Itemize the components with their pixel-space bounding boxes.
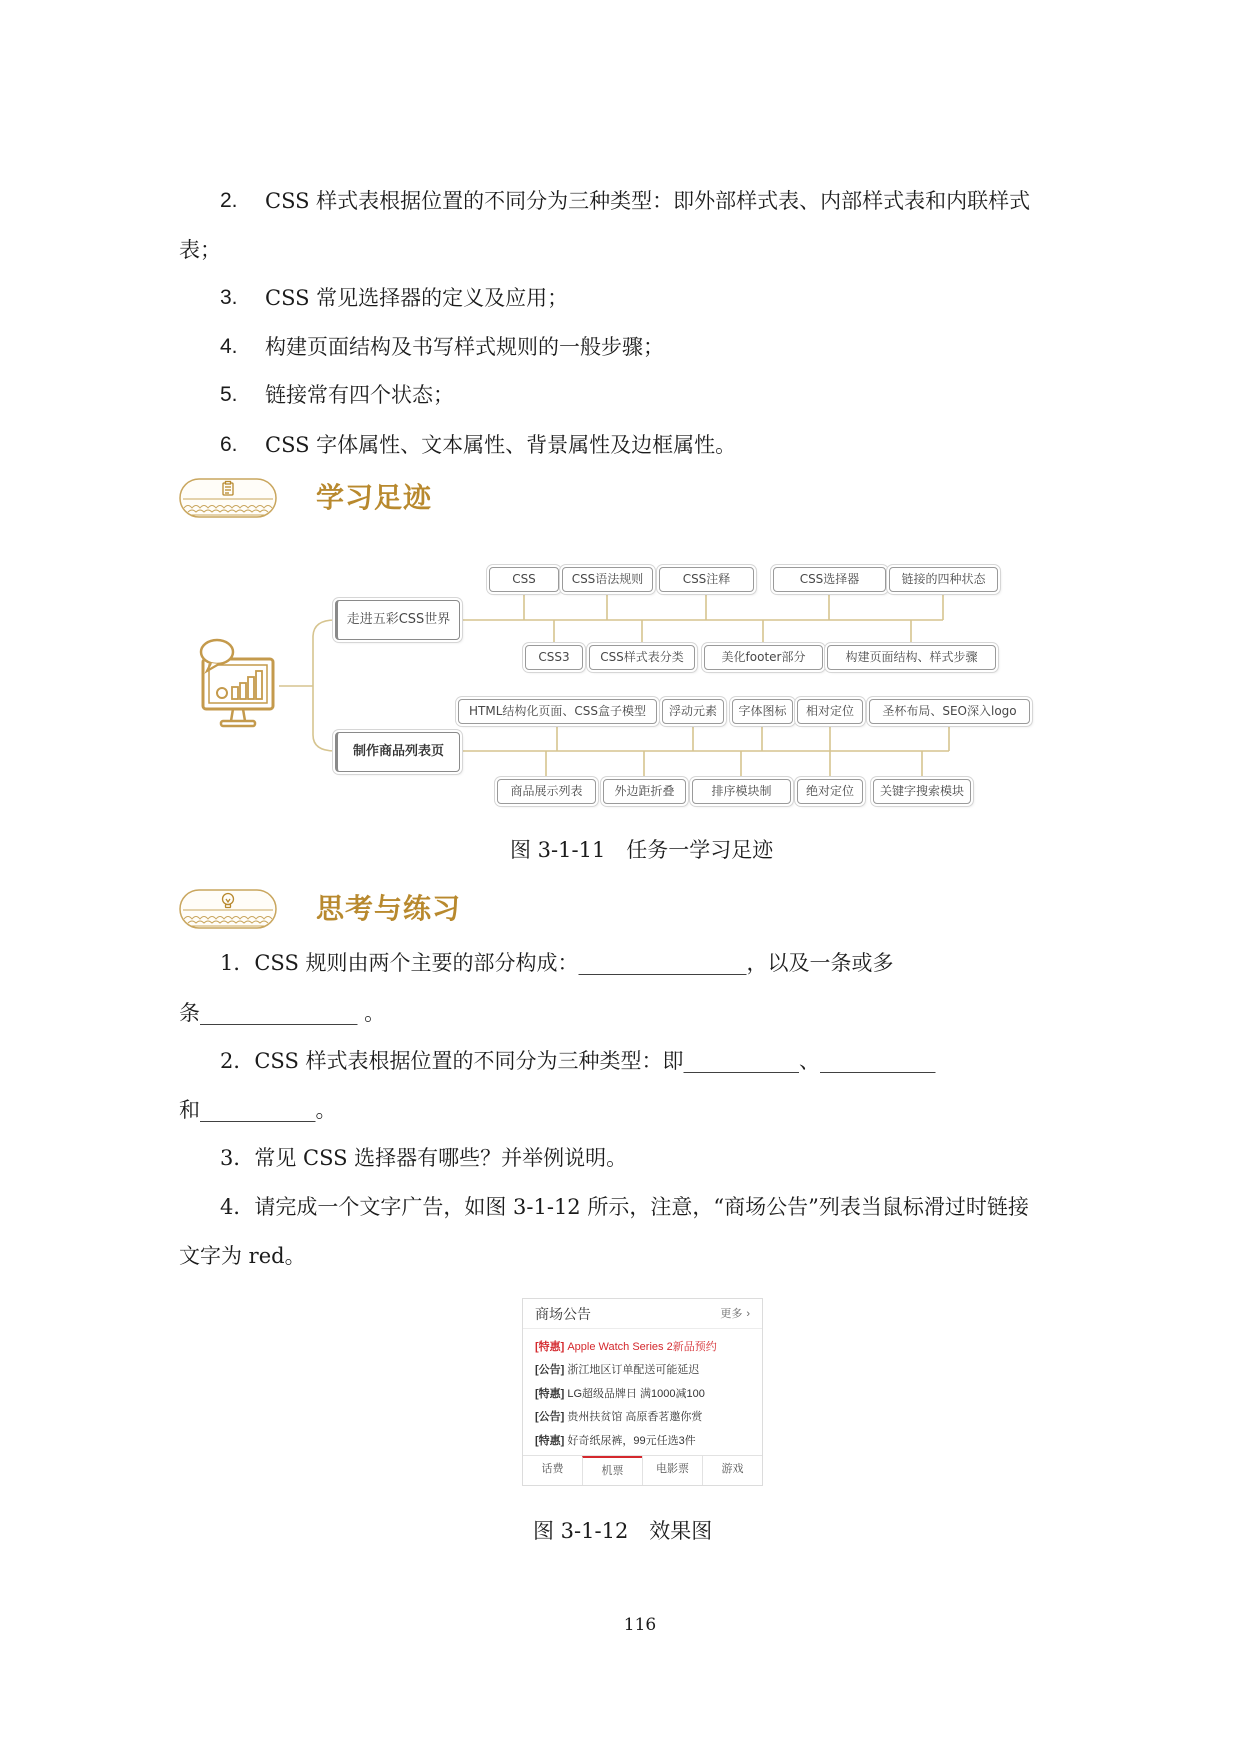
mindmap-leaf: 外边距折叠: [603, 779, 686, 804]
question-1-line-2: 条_______________ 。: [179, 1001, 386, 1025]
widget-list-item: [535, 1409, 702, 1425]
section-title-exercise: 思考与练习: [316, 892, 462, 925]
item-tag: [特惠]: [535, 1341, 565, 1353]
widget-more-link: [720, 1307, 750, 1321]
mindmap-leaf: 浮动元素: [662, 699, 724, 724]
list-item-text: CSS 常见选择器的定义及应用；: [265, 286, 569, 310]
figure-caption: 图 3-1-11 任务一学习足迹: [510, 838, 774, 862]
widget-list-item: [535, 1339, 717, 1355]
list-number: 4.: [220, 335, 238, 358]
tab-air-ticket: 机票: [582, 1456, 642, 1485]
widget-title: 商场公告: [535, 1306, 591, 1322]
mindmap-node-product-list: 制作商品列表页: [335, 732, 460, 772]
item-tag: [公告]: [535, 1364, 565, 1376]
widget-more-label: 更多: [720, 1308, 743, 1320]
list-item-text: CSS 字体属性、文本属性、背景属性及边框属性。: [265, 433, 737, 457]
mindmap-leaf: 绝对定位: [797, 779, 863, 804]
mindmap-leaf: 链接的四种状态: [889, 567, 998, 592]
mindmap-leaf: 字体图标: [732, 699, 793, 724]
question-2-line-2: 和___________。: [179, 1098, 337, 1122]
mindmap-leaf: 构建页面结构、样式步骤: [827, 645, 996, 670]
mindmap-leaf: 圣杯布局、SEO深入logo: [869, 699, 1030, 724]
item-tag: [特惠]: [535, 1435, 565, 1447]
mindmap-leaf: CSS3: [525, 645, 583, 670]
question-3: 3．常见 CSS 选择器有哪些？并举例说明。: [220, 1146, 628, 1170]
widget-list-item: [535, 1433, 696, 1449]
widget-tabs: [523, 1455, 762, 1485]
item-text: 贵州扶贫馆 高原香茗邀你赏: [567, 1411, 703, 1423]
tab-movie-ticket: 电影票: [642, 1456, 702, 1485]
list-number: 2.: [220, 189, 238, 212]
item-text: LG超级品牌日 满1000减100: [567, 1388, 705, 1400]
widget-header: [523, 1299, 762, 1329]
notice-widget-figure: [522, 1298, 763, 1486]
monitor-chart-icon: [195, 637, 279, 732]
clipboard-icon: [179, 478, 277, 518]
mindmap-leaf: 美化footer部分: [704, 645, 823, 670]
list-number: 5.: [220, 383, 238, 406]
tab-games: 游戏: [702, 1456, 762, 1485]
widget-list-item: [535, 1362, 699, 1378]
mindmap-leaf: CSS: [489, 567, 559, 592]
item-tag: [公告]: [535, 1411, 565, 1423]
item-text: Apple Watch Series 2新品预约: [567, 1341, 717, 1353]
list-number: 3.: [220, 286, 238, 309]
item-text: 浙江地区订单配送可能延迟: [567, 1364, 700, 1376]
mindmap-connectors: [190, 555, 1040, 815]
question-1-line-1: 1．CSS 规则由两个主要的部分构成：________________，以及一条或多: [220, 951, 894, 975]
widget-list-item: [535, 1386, 705, 1402]
mindmap-leaf: 商品展示列表: [497, 779, 596, 804]
figure-caption: 图 3-1-12 效果图: [533, 1519, 713, 1543]
mindmap-node-css-world: 走进五彩CSS世界: [335, 600, 460, 640]
list-number: 6.: [220, 433, 238, 456]
list-item-text-continued: 表；: [179, 238, 221, 262]
item-text: 好奇纸尿裤，99元任选3件: [567, 1435, 696, 1447]
page-number: 116: [623, 1615, 657, 1635]
lightbulb-icon: [179, 889, 277, 929]
list-item-text: 构建页面结构及书写样式规则的一般步骤；: [265, 335, 664, 359]
question-4-line-1: 4．请完成一个文字广告，如图 3-1-12 所示，注意，“商场公告”列表当鼠标滑过时链接: [220, 1195, 1029, 1219]
tab-phone-bill: 话费: [541, 1463, 564, 1475]
mindmap-leaf: 相对定位: [797, 699, 863, 724]
question-2-line-1: 2．CSS 样式表根据位置的不同分为三种类型：即___________、___________: [220, 1049, 936, 1073]
section-title-footprint: 学习足迹: [316, 481, 433, 514]
mindmap-leaf: HTML结构化页面、CSS盒子模型: [458, 699, 657, 724]
list-item-text: CSS 样式表根据位置的不同分为三种类型：即外部样式表、内部样式表和内联样式: [265, 189, 1031, 213]
mindmap-leaf: 关键字搜索模块: [873, 779, 971, 804]
chevron-right-icon: ›: [746, 1308, 750, 1320]
branch-bracket: [313, 620, 335, 751]
question-4-line-2: 文字为 red。: [179, 1244, 306, 1268]
list-item-text: 链接常有四个状态；: [265, 383, 454, 407]
mindmap-leaf: CSS语法规则: [562, 567, 653, 592]
item-tag: [特惠]: [535, 1388, 565, 1400]
mindmap-leaf: 排序模块制: [692, 779, 791, 804]
mindmap-leaf: CSS样式表分类: [589, 645, 695, 670]
mindmap-leaf: CSS注释: [659, 567, 754, 592]
mindmap-leaf: CSS选择器: [773, 567, 886, 592]
mindmap: [190, 555, 1040, 815]
